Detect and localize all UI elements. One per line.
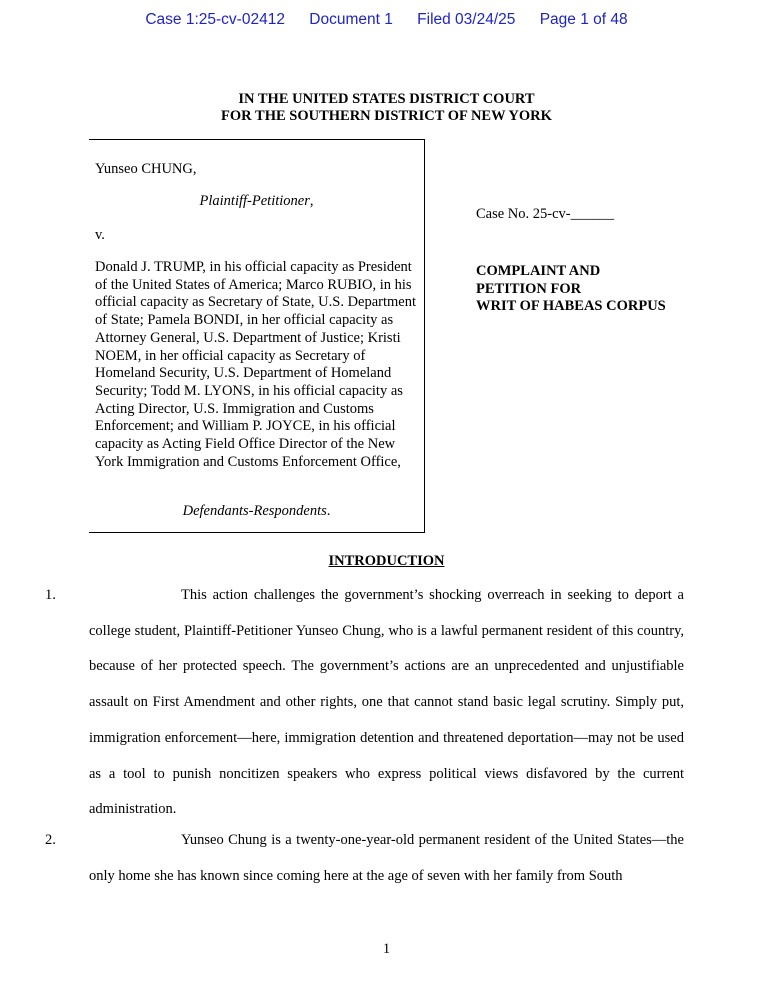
section-heading-introduction: INTRODUCTION xyxy=(328,553,445,569)
court-heading-line-1: IN THE UNITED STATES DISTRICT COURT xyxy=(238,91,535,107)
document-title-line-1: COMPLAINT AND xyxy=(476,263,601,279)
ecf-filing-header xyxy=(0,11,773,29)
ecf-page-count: Page 1 of 48 xyxy=(539,11,628,28)
case-caption-box xyxy=(89,139,425,533)
defendants-role-label: Defendants-Respondents xyxy=(182,503,327,519)
ecf-document-number: Document 1 xyxy=(309,11,393,28)
defendants-role xyxy=(89,503,424,520)
defendants-list: Donald J. TRUMP, in his official capacity as President of the United States of America; Marco RUBIO, in his official capacity as Secretary of State, U.S. Department of State; Pamela BONDI, in her official capacity as Attorney General, U.S. Department of Justice; Kristi NOEM, in her official capacity as Secretary of Homeland Security, U.S. Department of Homeland Security; Todd M. LYONS, in his official capacity as Acting Director, U.S. Immigration and Customs Enforcement; and William P. JOYCE, in his official capacity as Acting Field Office Director of the New York Immigration and Customs Enforcement Office, xyxy=(95,259,417,470)
paragraph-text: This action challenges the government’s shocking overreach in seeking to deport a college student, Plaintiff-Petitioner Yunseo Chung, who is a lawful permanent resident of this country, because of her protected speech. The government’s actions are an unprecedented and unjustifiable assault on First Amendment and other rights, one that cannot stand basic legal scrutiny. Simply put, immigration enforcement—here, immigration detention and threatened deportation—may not be used as a tool to punish noncitizen speakers who express political views disfavored by the current administration. xyxy=(89,587,684,818)
paragraph-text: Yunseo Chung is a twenty-one-year-old permanent resident of the United States—the only home she has known since coming here at the age of seven with her family from South xyxy=(89,832,684,884)
ecf-case-number: Case 1:25-cv-02412 xyxy=(145,11,285,28)
ecf-filed-date: Filed 03/24/25 xyxy=(417,11,516,28)
document-title-line-2: PETITION FOR xyxy=(476,280,582,297)
defendants-role-suffix: . xyxy=(326,503,331,519)
court-heading-line-2: FOR THE SOUTHERN DISTRICT OF NEW YORK xyxy=(221,108,552,124)
plaintiff-role-label: Plaintiff-Petitioner xyxy=(199,193,310,209)
plaintiff-name: Yunseo CHUNG, xyxy=(95,161,197,177)
paragraph-1 xyxy=(45,578,684,828)
plaintiff-role xyxy=(89,193,424,210)
document-title-line-3: WRIT OF HABEAS CORPUS xyxy=(476,298,666,314)
case-number: Case No. 25-cv-______ xyxy=(476,206,615,222)
page-number: 1 xyxy=(382,941,391,957)
versus-label: v. xyxy=(95,227,105,243)
plaintiff-role-suffix: , xyxy=(309,193,314,209)
paragraph-2 xyxy=(45,823,684,894)
court-heading xyxy=(0,91,773,125)
paragraph-number: 1. xyxy=(45,587,56,603)
document-title xyxy=(476,263,716,316)
paragraph-number: 2. xyxy=(45,832,56,848)
